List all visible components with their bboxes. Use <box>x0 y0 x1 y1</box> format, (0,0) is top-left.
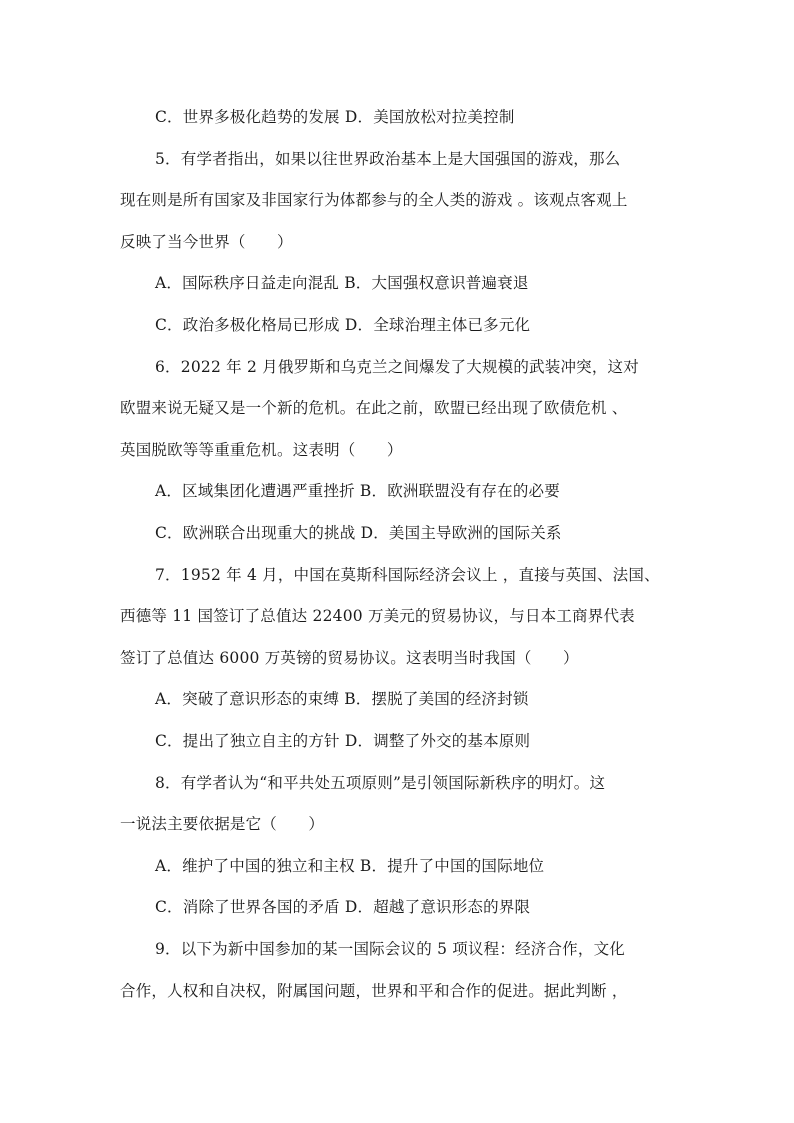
q7-stem-line-3: 签订了总值达 6000 万英镑的贸易协议。这表明当时我国（ ） <box>120 649 579 667</box>
q7-stem-line-2: 西德等 11 国签订了总值达 22400 万美元的贸易协议，与日本工商界代表 <box>120 607 635 625</box>
q5-option-cd: C．政治多极化格局已形成 D．全球治理主体已多元化 <box>155 316 531 334</box>
q5-stem-line-2: 现在则是所有国家及非国家行为体都参与的全人类的游戏 。该观点客观上 <box>120 191 628 209</box>
q6-option-ab: A．区域集团化遭遇严重挫折 B．欧洲联盟没有存在的必要 <box>155 482 560 500</box>
q9-stem-line-2: 合作，人权和自决权，附属国问题，世界和平和合作的促进。据此判断 ， <box>120 982 628 1000</box>
q9-stem-line-1: 9．以下为新中国参加的某一国际会议的 5 项议程：经济合作，文化 <box>155 940 625 958</box>
q7-stem-line-1: 7．1952 年 4 月，中国在莫斯科国际经济会议上 ，直接与英国、法国、 <box>155 566 660 584</box>
q6-option-cd: C．欧洲联合出现重大的挑战 D．美国主导欧洲的国际关系 <box>155 524 562 542</box>
q7-option-ab: A．突破了意识形态的束缚 B．摆脱了美国的经济封锁 <box>155 690 529 708</box>
q5-stem-line-3: 反映了当今世界（ ） <box>120 233 293 251</box>
q7-option-cd: C．提出了独立自主的方针 D．调整了外交的基本原则 <box>155 732 531 750</box>
q8-option-cd: C．消除了世界各国的矛盾 D．超越了意识形态的界限 <box>155 898 531 916</box>
q8-option-ab: A．维护了中国的独立和主权 B．提升了中国的国际地位 <box>155 857 545 875</box>
q6-stem-line-3: 英国脱欧等等重重危机。这表明（ ） <box>120 441 403 459</box>
q4-option-cd: C．世界多极化趋势的发展 D．美国放松对拉美控制 <box>155 108 515 126</box>
q6-stem-line-1: 6．2022 年 2 月俄罗斯和乌克兰之间爆发了大规模的武装冲突，这对 <box>155 358 639 376</box>
q8-stem-line-2: 一说法主要依据是它（ ） <box>120 815 325 833</box>
q5-stem-line-1: 5．有学者指出，如果以往世界政治基本上是大国强国的游戏，那么 <box>155 150 621 168</box>
q5-option-ab: A．国际秩序日益走向混乱 B．大国强权意识普遍衰退 <box>155 274 529 292</box>
q6-stem-line-2: 欧盟来说无疑又是一个新的危机。在此之前，欧盟已经出现了欧债危机 、 <box>120 399 628 417</box>
q8-stem-line-1: 8．有学者认为“和平共处五项原则”是引领国际新秩序的明灯。这 <box>155 774 606 792</box>
